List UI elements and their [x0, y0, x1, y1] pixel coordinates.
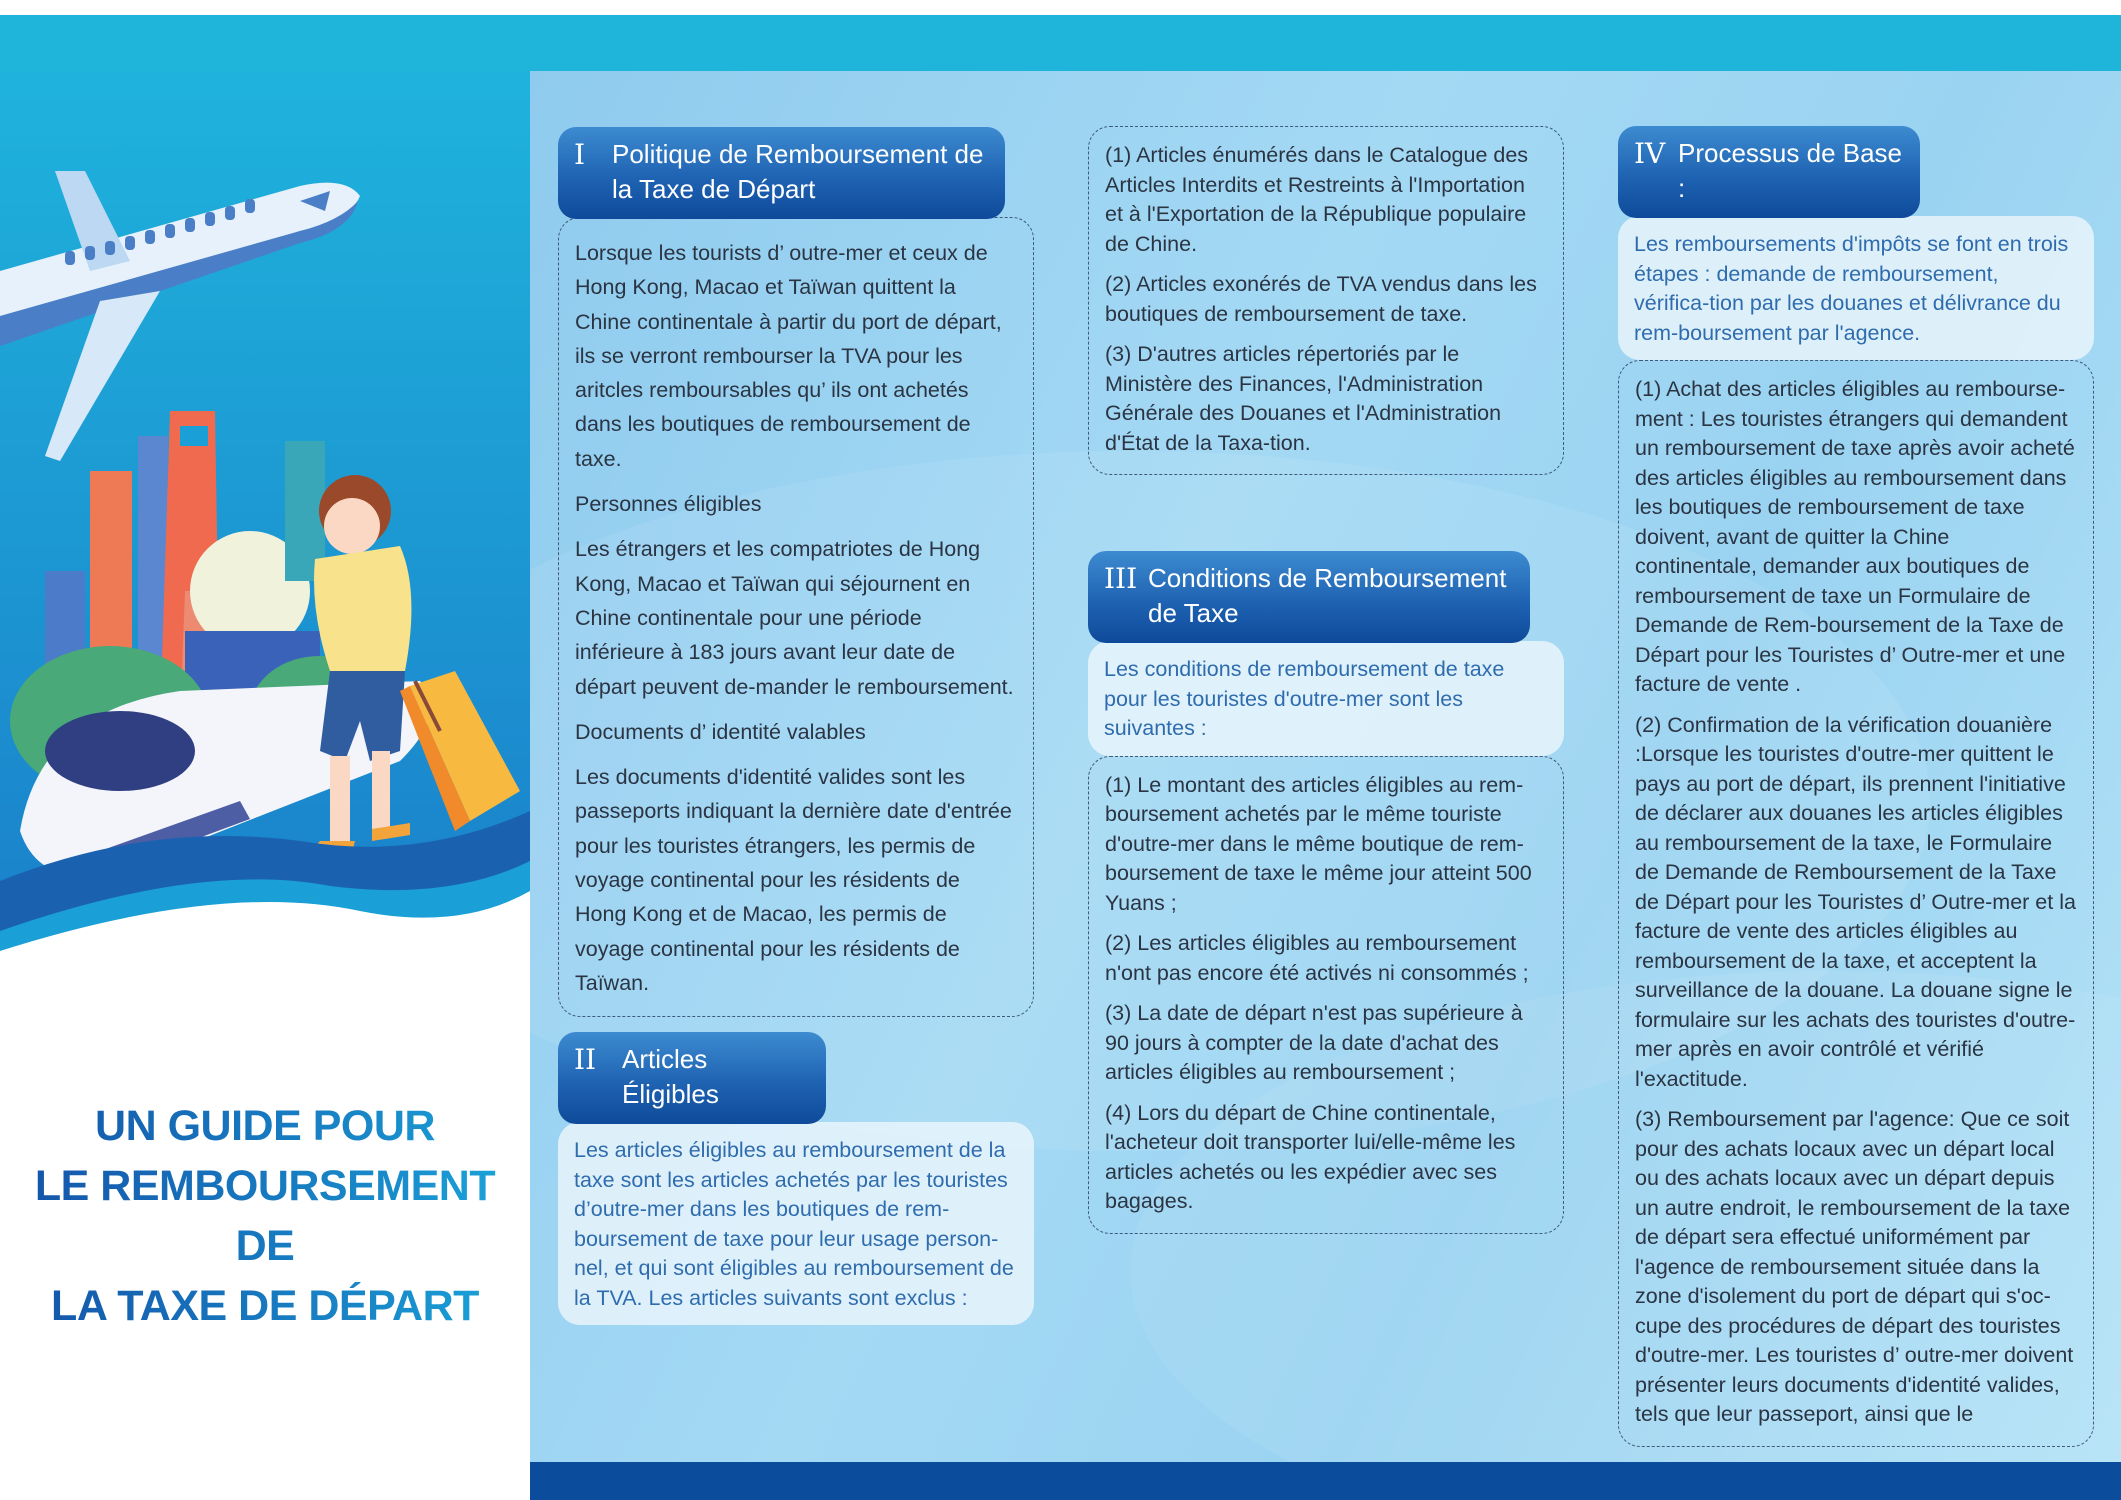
section-2	[558, 1032, 1034, 1325]
section-4-steps	[1618, 360, 2094, 1447]
paragraph: Les étrangers et les compatriotes de Hong Kong, Macao et Taïwan qui séjournent en Chine continentale pour une période inférieure à 183 jours avant leur date de départ peuvent de-mander le remboursement.	[575, 537, 1014, 699]
top-banner-bar	[0, 15, 2121, 71]
top-margin	[0, 0, 2121, 15]
section-1-body	[558, 217, 1034, 1017]
cover-panel	[0, 71, 530, 1500]
section-3-conditions	[1088, 756, 1564, 1234]
list-item: (2) Les articles éligibles au remboursement n'ont pas encore été activés ni consommés ;	[1105, 931, 1529, 985]
section-4-lead: Les remboursements d'impôts se font en trois étapes : demande de remboursement, vérifica-tion par les douanes et délivrance du rem-boursement par l'agence.	[1618, 216, 2094, 360]
section-1	[558, 127, 1034, 1017]
section-numeral: I	[574, 138, 586, 171]
cover-title	[0, 1096, 530, 1336]
section-3-lead: Les conditions de remboursement de taxe pour les touristes d'outre-mer sont les suivantes :	[1088, 641, 1564, 756]
subheading-valid-documents: Documents d’ identité valables	[575, 719, 866, 744]
list-item: (3) La date de départ n'est pas supérieure à 90 jours à compter de la date d'achat des articles éligibles au remboursement ;	[1105, 1001, 1523, 1084]
section-numeral: IV	[1634, 137, 1666, 170]
paragraph: Lorsque les tourists d’ outre-mer et ceux de Hong Kong, Macao et Taïwan quittent la Chine continentale à partir du port de départ, ils se verront rembourser la TVA pour les aritcles remboursables qu’ ils ont achetés dans les boutiques de remboursement de taxe.	[575, 241, 1002, 471]
section-4	[1618, 126, 2094, 1447]
section-title: Articles Éligibles	[622, 1044, 719, 1109]
list-item: (1) Articles énumérés dans le Catalogue des Articles Interdits et Restreints à l'Importation et à l'Exportation de la République populaire de Chine.	[1105, 143, 1529, 256]
section-3	[1088, 551, 1564, 1234]
cover-title-line: LE REMBOURSEMENT DE	[34, 1162, 496, 1270]
subheading-eligible-persons: Personnes éligibles	[575, 492, 762, 517]
section-title: Politique de Remboursement de la Taxe de Départ	[612, 139, 984, 204]
cover-title-line: LA TAXE DE DÉPART	[51, 1282, 479, 1330]
section-numeral: II	[574, 1043, 597, 1076]
bottom-banner-bar	[530, 1462, 2121, 1500]
section-2-lead: Les articles éligibles au remboursement de la taxe sont les articles achetés par les touristes d’outre-mer dans les boutiques de rem-boursement de taxe pour leur usage person-nel, et qui sont éligibles au remboursement de la TVA. Les articles suivants sont exclus :	[558, 1122, 1034, 1325]
paragraph: Les documents d'identité valides sont les passeports indiquant la dernière date d'entrée pour les touristes étrangers, les permis de voyage continental pour les résidents de Hong Kong et de Macao, les permis de voyage continental pour les résidents de Taïwan.	[575, 765, 1012, 995]
section-2-excluded-items	[1088, 126, 1564, 475]
list-item: (2) Confirmation de la vérification douanière :Lorsque les touristes d'outre-mer quittent le pays au port de départ, ils prennent l'initiative de déclarer aux douanes les articles éligibles au remboursement de la taxe, le Formulaire de Demande de Remboursement de la Taxe de Départ pour les Touristes d’ Outre-mer et la facture de vente des articles éligibles au remboursement de la taxe, et acceptent la surveillance de la douane. La douane signe le formulaire sur les achats des touristes d'outre-mer après en avoir contrôlé et vérifié l'exactitude.	[1635, 712, 2076, 1091]
section-3-heading	[1088, 551, 1530, 643]
list-item: (1) Le montant des articles éligibles au rem-boursement achetés par le même touriste d'outre-mer dans le même boutique de rem-boursement de taxe le même jour atteint 500 Yuans ;	[1105, 772, 1532, 915]
section-2-heading	[558, 1032, 826, 1124]
section-title: Conditions de Remboursement de Taxe	[1148, 563, 1507, 628]
section-title: Processus de Base :	[1678, 138, 1903, 203]
section-1-heading	[558, 127, 1005, 219]
cover-title-line: UN GUIDE POUR	[95, 1102, 435, 1150]
list-item: (2) Articles exonérés de TVA vendus dans les boutiques de remboursement de taxe.	[1105, 272, 1537, 326]
travel-illustration-icon	[0, 71, 530, 971]
section-4-heading	[1618, 126, 1920, 218]
list-item: (4) Lors du départ de Chine continentale, l'acheteur doit transporter lui/elle-même les articles achetés ou les expédier avec ses bagages.	[1105, 1100, 1516, 1213]
list-item: (3) Remboursement par l'agence: Que ce soit pour des achats locaux avec un départ local ou des achats locaux avec un départ depuis un autre endroit, le remboursement de la taxe de départ sera effectué uniformément par l'agence de remboursement située dans la zone d'isolement du port de départ qui s'oc-cupe des procédures de départ des touristes d'outre-mer. Les touristes d’ outre-mer doivent présenter leurs documents d'identité valides, tels que leur passeport, ainsi que le	[1635, 1107, 2074, 1426]
list-item: (1) Achat des articles éligibles au rembourse-ment : Les touristes étrangers qui demandent un remboursement de taxe après avoir acheté des articles éligibles au remboursement dans les boutiques de remboursement de taxe doivent, avant de quitter la Chine continentale, demander aux boutiques de remboursement de taxe un Formulaire de Demande de Rem-boursement de la Taxe de Départ pour les Touristes d’ Outre-mer et une facture de vente .	[1635, 377, 2075, 696]
excluded-items-box	[1088, 126, 1564, 475]
section-numeral: III	[1104, 562, 1138, 595]
list-item: (3) D'autres articles répertoriés par le Ministère des Finances, l'Administration Générale des Douanes et l'Administration d'État de la Taxa-tion.	[1105, 342, 1502, 455]
